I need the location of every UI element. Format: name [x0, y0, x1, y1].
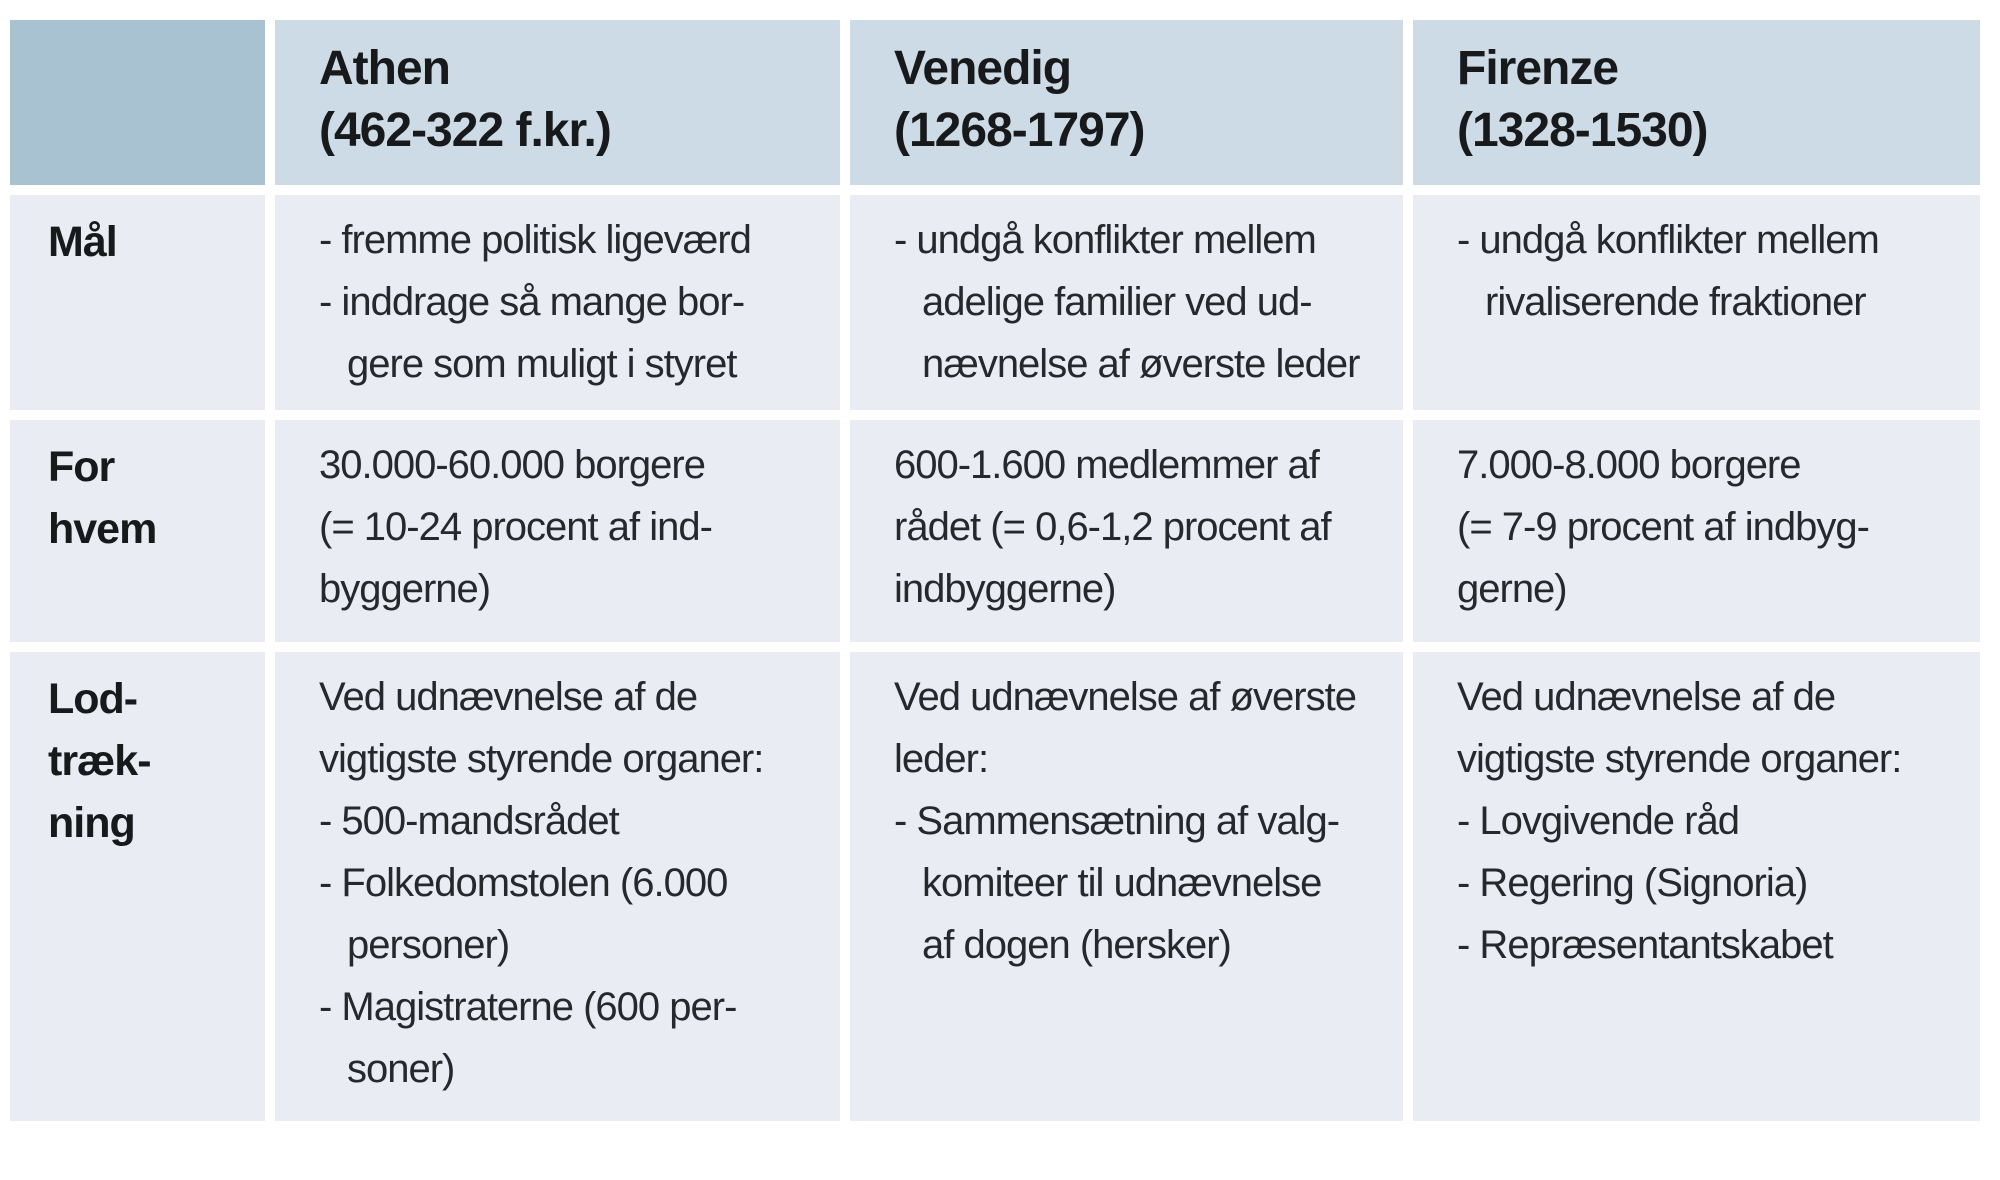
cell-line: leder:	[894, 737, 989, 781]
cell-line: vigtigste styrende organer:	[319, 737, 764, 781]
cell-line: - undgå konflikter mellem	[1457, 218, 1879, 262]
cell-line: hvem	[48, 505, 157, 553]
cell-line: af dogen (hersker)	[922, 923, 1231, 967]
cell-line: 7.000-8.000 borgere	[1457, 443, 1801, 487]
cell-line: - Regering (Signoria)	[1457, 861, 1808, 905]
cell-line: - Lovgivende råd	[1457, 799, 1739, 843]
row-label-cell	[10, 195, 265, 410]
cell-line: Athen	[319, 42, 450, 95]
cell-line: - Magistraterne (600 per-	[319, 985, 737, 1029]
cell-line: vigtigste styrende organer:	[1457, 737, 1902, 781]
cell-line: gerne)	[1457, 567, 1567, 611]
cell-line: Ved udnævnelse af de	[319, 675, 698, 719]
cell-line: For	[48, 443, 115, 491]
cell-line: Lod-	[48, 675, 138, 723]
cell-line: soner)	[347, 1047, 455, 1091]
table-cell	[1413, 652, 1980, 1121]
table-cell	[850, 652, 1403, 1121]
table-cell	[1413, 420, 1980, 642]
cell-line: Venedig	[894, 42, 1072, 95]
cell-line: adelige familier ved ud-	[922, 280, 1312, 324]
column-header-athen	[275, 20, 840, 185]
cell-line: - inddrage så mange bor-	[319, 280, 745, 324]
cell-line: (= 10-24 procent af ind-	[319, 505, 712, 549]
cell-line: 30.000-60.000 borgere	[319, 443, 705, 487]
cell-line: - Sammensætning af valg-	[894, 799, 1340, 843]
cell-line: rådet (= 0,6-1,2 procent af	[894, 505, 1331, 549]
table-cell	[275, 420, 840, 642]
comparison-table	[10, 20, 1980, 1121]
cell-line: - 500-mandsrådet	[319, 799, 619, 843]
cell-line: nævnelse af øverste leder	[922, 342, 1360, 386]
column-header-firenze	[1413, 20, 1980, 185]
cell-line: Mål	[48, 218, 117, 266]
cell-line: gere som muligt i styret	[347, 342, 737, 386]
cell-line: personer)	[347, 923, 510, 967]
row-label-cell	[10, 420, 265, 642]
cell-line: (= 7-9 procent af indbyg-	[1457, 505, 1869, 549]
cell-line: komiteer til udnævnelse	[922, 861, 1322, 905]
cell-line: - Folkedomstolen (6.000	[319, 861, 728, 905]
cell-line: rivaliserende fraktioner	[1485, 280, 1866, 324]
table-cell	[850, 195, 1403, 410]
table-cell	[1413, 195, 1980, 410]
corner-header-cell	[10, 20, 265, 185]
cell-line: indbyggerne)	[894, 567, 1116, 611]
cell-line: 600-1.600 medlemmer af	[894, 443, 1319, 487]
cell-line: - undgå konflikter mellem	[894, 218, 1316, 262]
cell-line: Firenze	[1457, 42, 1619, 95]
cell-line: ning	[48, 799, 135, 847]
row-label-cell	[10, 652, 265, 1121]
cell-line: (1268-1797)	[894, 104, 1145, 157]
table-cell	[275, 195, 840, 410]
table-cell	[850, 420, 1403, 642]
cell-line: - Repræsentantskabet	[1457, 923, 1833, 967]
cell-line: Ved udnævnelse af de	[1457, 675, 1836, 719]
cell-line: (1328-1530)	[1457, 104, 1708, 157]
table-cell	[275, 652, 840, 1121]
cell-line: byggerne)	[319, 567, 491, 611]
cell-line: træk-	[48, 737, 151, 785]
column-header-venedig	[850, 20, 1403, 185]
cell-line: - fremme politisk ligeværd	[319, 218, 751, 262]
cell-line: (462-322 f.kr.)	[319, 104, 611, 157]
cell-line: Ved udnævnelse af øverste	[894, 675, 1356, 719]
